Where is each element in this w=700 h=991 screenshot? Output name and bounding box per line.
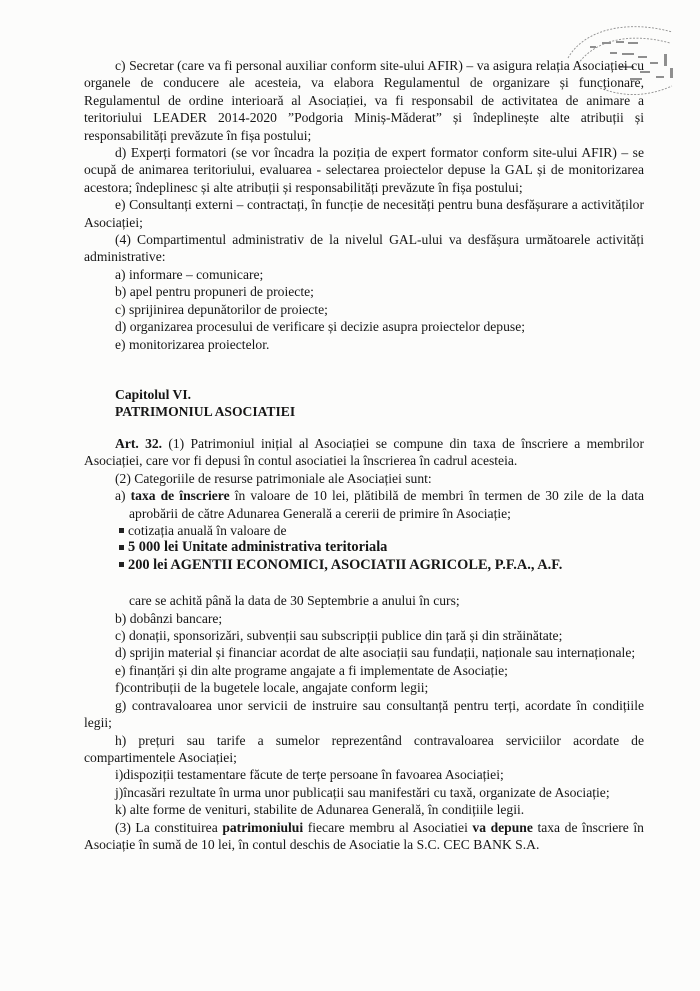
list-item: e) finanțări și din alte programe angajate a fi implementate de Asociație; <box>115 662 508 678</box>
list-item: b) apel pentru propuneri de proiecte; <box>115 284 314 300</box>
list-item: k) alte forme de venituri, stabilite de Adunarea Generală, în condițiile legii. <box>115 802 525 818</box>
admin-compartment-paragraph: (4) Compartimentul administrativ de la nivelul GAL-ului va desfășura următoarele activități administrative: <box>84 232 644 265</box>
square-bullet-icon <box>119 545 124 550</box>
bullet-annual-fee: cotizația anuală în valoare de <box>84 522 644 539</box>
art32-paragraph-3: (3) La constituirea patrimoniului fiecare membru al Asociatiei va depune taxa de înscriere în Asociație în sumă de 10 lei, în contul deschis de Asociatie la S.C. CEC BANK S.A. <box>84 819 644 852</box>
list-item: d) sprijin material și financiar acordat de alte asociații sau fundații, naționale sau internaționale; <box>115 645 636 661</box>
list-item: d) organizarea procesului de verificare și decizie asupra proiectelor depuse; <box>115 319 526 335</box>
list-item: c) sprijinirea depunătorilor de proiecte; <box>115 301 328 317</box>
article-32 <box>84 435 644 853</box>
list-item: g) contravaloarea unor servicii de instruire sau consultanță pentru terți, acordate în condițiile legii; <box>84 697 644 731</box>
list-item: e) monitorizarea proiectelor. <box>115 336 270 352</box>
list-item: c) donații, sponsorizări, subvenții sau subscripții publice din țară și din străinătate; <box>115 628 563 644</box>
bullet-uat-fee: 5 000 lei Unitate administrativa teritoriala <box>84 539 644 556</box>
list-item: h) prețuri sau tarife a sumelor reprezentând contravaloarea serviciilor acordate de compartimentele Asociației; <box>84 732 644 765</box>
consultants-paragraph: e) Consultanți externi – contractați, în funcție de necesități pentru buna desfășurare a activităților Asociației; <box>84 197 644 230</box>
list-item: b) dobânzi bancare; <box>115 610 223 626</box>
registration-fee-label: taxa de înscriere <box>130 488 230 504</box>
resource-item-a: a) taxa de înscriere în valoare de 10 lei, plătibilă de membri în termen de 30 zile de la data aprobării de către Adunarea Generală a cererii de primire în Asociație; <box>115 488 645 521</box>
chapter-title: PATRIMONIUL ASOCIATIEI <box>115 404 296 420</box>
art32-paragraph-1: Art. 32. (1) Patrimoniul inițial al Asociației se compune din taxa de înscriere a membrilor Asociației, care vor fi depusi în contul asociatiei la înscrierea în cadrul acesteia. <box>84 436 644 469</box>
list-item: a) informare – comunicare; <box>115 266 264 282</box>
list-item: i)dispoziții testamentare făcute de terțe persoane în favoarea Asociației; <box>115 767 504 783</box>
chapter-number: Capitolul VI. <box>115 387 192 402</box>
art32-paragraph-2: (2) Categoriile de resurse patrimoniale ale Asociației sunt: <box>115 470 432 486</box>
trainers-paragraph: d) Experți formatori (se vor încadra la poziția de expert formator conform site-ului AFIR) – se ocupă de animarea teritoriului, evaluarea - selectarea proiectelor depuse la GAL și de monitorizarea acestora; îndeplinesc și alte atribuții și responsabilități prevăzute în fișa postului; <box>84 145 644 195</box>
list-item: f)contribuții de la bugetele locale, angajate conform legii; <box>115 680 429 696</box>
bullet-agents-fee: 200 lei AGENTII ECONOMICI, ASOCIATII AGRICOLE, P.F.A., A.F. <box>84 557 644 574</box>
secretary-paragraph: c) Secretar (care va fi personal auxiliar conform site-ului AFIR) – va asigura relația Asociației cu organele de conducere ale acesteia, va elabora Regulamentul de organizare și funcționare, Regulamentul de ordine interioară al Asociației, va fi responsabil de activitatea de animare a teritoriului LEADER 2014-2020 ”Podgoria Miniș-Măderat” și îndeplinește alte atribuții și responsabilități prevăzute în fișa postului; <box>84 58 644 143</box>
chapter-heading <box>84 386 644 421</box>
square-bullet-icon <box>119 562 124 567</box>
square-bullet-icon <box>119 528 124 533</box>
staff-description-section <box>84 57 644 353</box>
list-item: j)încasări rezultate în urma unor publicații sau manifestări cu taxă, organizate de Asociație; <box>115 784 610 800</box>
payment-deadline: care se achită până la data de 30 Septembrie a anului în curs; <box>129 593 460 609</box>
article-label: Art. 32. <box>115 436 163 451</box>
